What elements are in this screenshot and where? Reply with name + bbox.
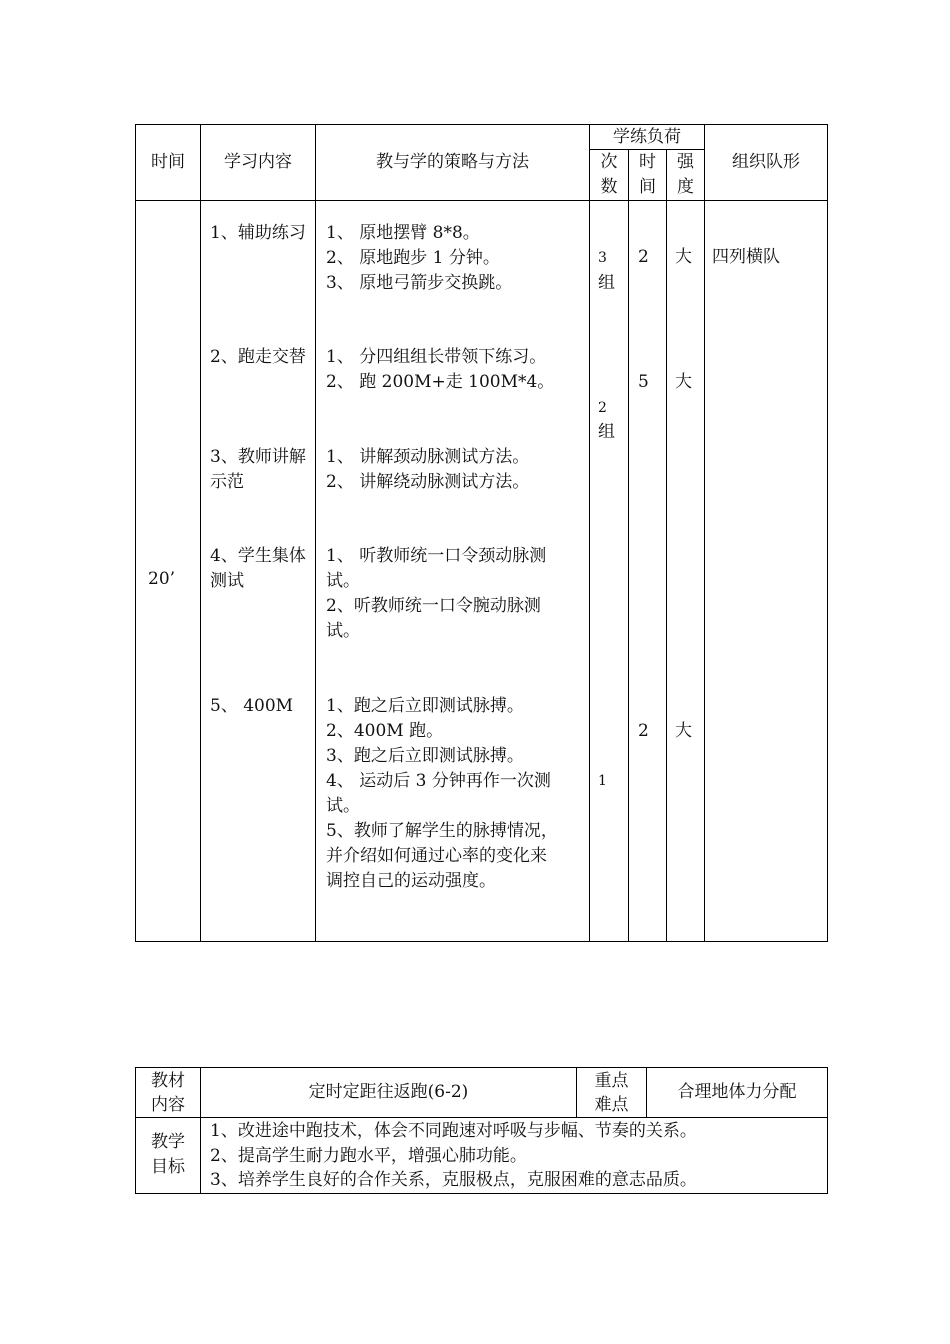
header-reps-2: 数 (600, 177, 618, 197)
header-formation: 组织队形 (732, 152, 800, 172)
content-3-line2: 示范 (210, 472, 244, 492)
strategy-4-2: 试。 (326, 571, 360, 591)
duration-1: 2 (638, 247, 649, 267)
material-label-1: 教材 (151, 1071, 185, 1091)
strategy-2-1: 1、 分四组组长带领下练习。 (326, 347, 547, 367)
content-5: 5、 400M (210, 696, 294, 716)
header-load: 学练负荷 (613, 127, 681, 147)
strategy-5-4: 4、 运动后 3 分钟再作一次测 (326, 771, 551, 791)
key-label-1: 重点 (594, 1071, 629, 1091)
strategy-3-1: 1、 讲解颈动脉测试方法。 (326, 447, 530, 467)
strategy-5-6: 5、教师了解学生的脉搏情况， (326, 821, 558, 841)
duration-3: 2 (638, 721, 649, 741)
intensity-2: 大 (675, 372, 692, 392)
strategy-4-4: 试。 (326, 621, 360, 641)
header-time: 时间 (151, 152, 185, 172)
strategy-1-1: 1、 原地摆臂 8*8。 (326, 223, 480, 243)
content-2: 2、跑走交替 (210, 347, 306, 367)
intensity-3: 大 (675, 721, 692, 741)
content-1: 1、辅助练习 (210, 223, 306, 243)
goal-label-1: 教学 (151, 1132, 185, 1152)
material-value: 定时定距往返跑(6-2) (308, 1082, 469, 1102)
strategy-4-3: 2、听教师统一口令腕动脉测 (326, 596, 541, 616)
reps-3-num: 1 (598, 773, 607, 789)
formation-value: 四列横队 (712, 247, 780, 267)
content-4-line2: 测试 (210, 571, 244, 591)
content-3-line1: 3、教师讲解 (210, 447, 306, 467)
header-content: 学习内容 (224, 152, 292, 172)
reps-1-num: 3 (598, 250, 607, 266)
content-4-line1: 4、学生集体 (210, 546, 306, 566)
strategy-4-1: 1、 听教师统一口令颈动脉测 (326, 546, 547, 566)
material-label-2: 内容 (151, 1095, 185, 1115)
strategy-5-2: 2、400M 跑。 (326, 721, 444, 741)
strategy-1-3: 3、 原地弓箭步交换跳。 (326, 273, 513, 293)
strategy-3-2: 2、 讲解绕动脉测试方法。 (326, 472, 530, 492)
strategy-5-3: 3、跑之后立即测试脉搏。 (326, 746, 524, 766)
header-intensity-2: 度 (677, 177, 694, 197)
header-reps-1: 次 (600, 152, 618, 172)
strategy-5-8: 调控自己的运动强度。 (326, 871, 496, 891)
reps-2-num: 2 (598, 400, 607, 416)
goal-1: 1、改进途中跑技术，体会不同跑速对呼吸与步幅、节奏的关系。 (210, 1121, 697, 1141)
header-duration-1: 时 (639, 152, 656, 172)
strategy-5-5: 试。 (326, 796, 360, 816)
key-label-2: 难点 (594, 1095, 629, 1115)
reps-1-unit: 组 (598, 273, 615, 293)
time-value: 20’ (148, 569, 176, 589)
strategy-2-2: 2、 跑 200M+走 100M*4。 (326, 372, 555, 392)
header-intensity-1: 强 (677, 152, 694, 172)
strategy-5-7: 并介绍如何通过心率的变化来 (326, 846, 547, 866)
key-value: 合理地体力分配 (677, 1082, 797, 1102)
header-strategy: 教与学的策略与方法 (376, 152, 529, 172)
header-duration-2: 间 (639, 177, 656, 197)
intensity-1: 大 (675, 247, 692, 267)
goal-3: 3、培养学生良好的合作关系，克服极点，克服困难的意志品质。 (210, 1170, 697, 1190)
reps-2-unit: 组 (598, 422, 615, 442)
goal-2: 2、提高学生耐力跑水平，增强心肺功能。 (210, 1146, 527, 1166)
strategy-1-2: 2、 原地跑步 1 分钟。 (326, 248, 500, 268)
duration-2: 5 (638, 372, 649, 392)
goal-label-2: 目标 (151, 1157, 185, 1177)
strategy-5-1: 1、跑之后立即测试脉搏。 (326, 696, 524, 716)
